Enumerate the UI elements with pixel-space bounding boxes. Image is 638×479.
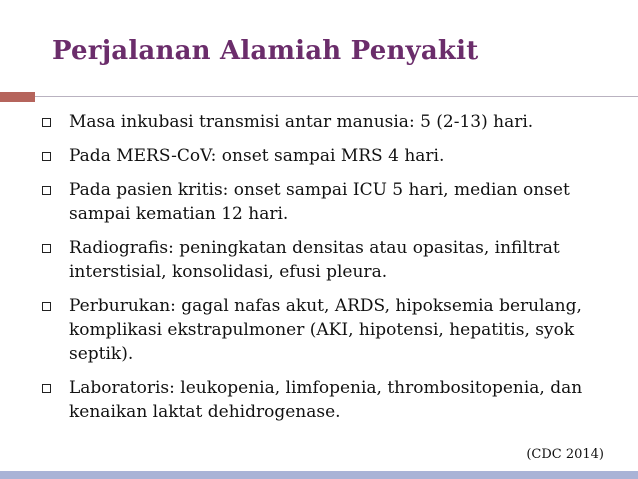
bottom-bar (0, 471, 638, 479)
square-bullet-icon (42, 152, 51, 161)
square-bullet-icon (42, 186, 51, 195)
bullet-text: Perburukan: gagal nafas akut, ARDS, hipoksemia berulang, komplikasi ekstrapulmoner (AKI, hipotensi, hepatitis, syok septik). (69, 296, 582, 364)
title-accent-bar (0, 92, 35, 102)
square-bullet-icon (42, 384, 51, 393)
bullet-text: Pada MERS-CoV: onset sampai MRS 4 hari. (69, 146, 445, 166)
bullet-text: Pada pasien kritis: onset sampai ICU 5 hari, median onset sampai kematian 12 hari. (69, 180, 570, 224)
bullet-list (42, 110, 622, 434)
bullet-item (42, 236, 622, 284)
bullet-text: Radiografis: peningkatan densitas atau opasitas, infiltrat interstisial, konsolidasi, efusi pleura. (69, 238, 560, 282)
bullet-item (42, 376, 622, 424)
bullet-text: Masa inkubasi transmisi antar manusia: 5 (2-13) hari. (69, 112, 534, 132)
square-bullet-icon (42, 302, 51, 311)
bullet-item (42, 178, 622, 226)
bullet-item (42, 110, 622, 134)
square-bullet-icon (42, 244, 51, 253)
slide-title: Perjalanan Alamiah Penyakit (52, 36, 479, 66)
bullet-item (42, 294, 622, 366)
bullet-text: Laboratoris: leukopenia, limfopenia, thrombositopenia, dan kenaikan laktat dehidrogenase. (69, 378, 583, 422)
citation: (CDC 2014) (526, 447, 604, 462)
bullet-item (42, 144, 622, 168)
title-divider (35, 96, 638, 97)
square-bullet-icon (42, 118, 51, 127)
